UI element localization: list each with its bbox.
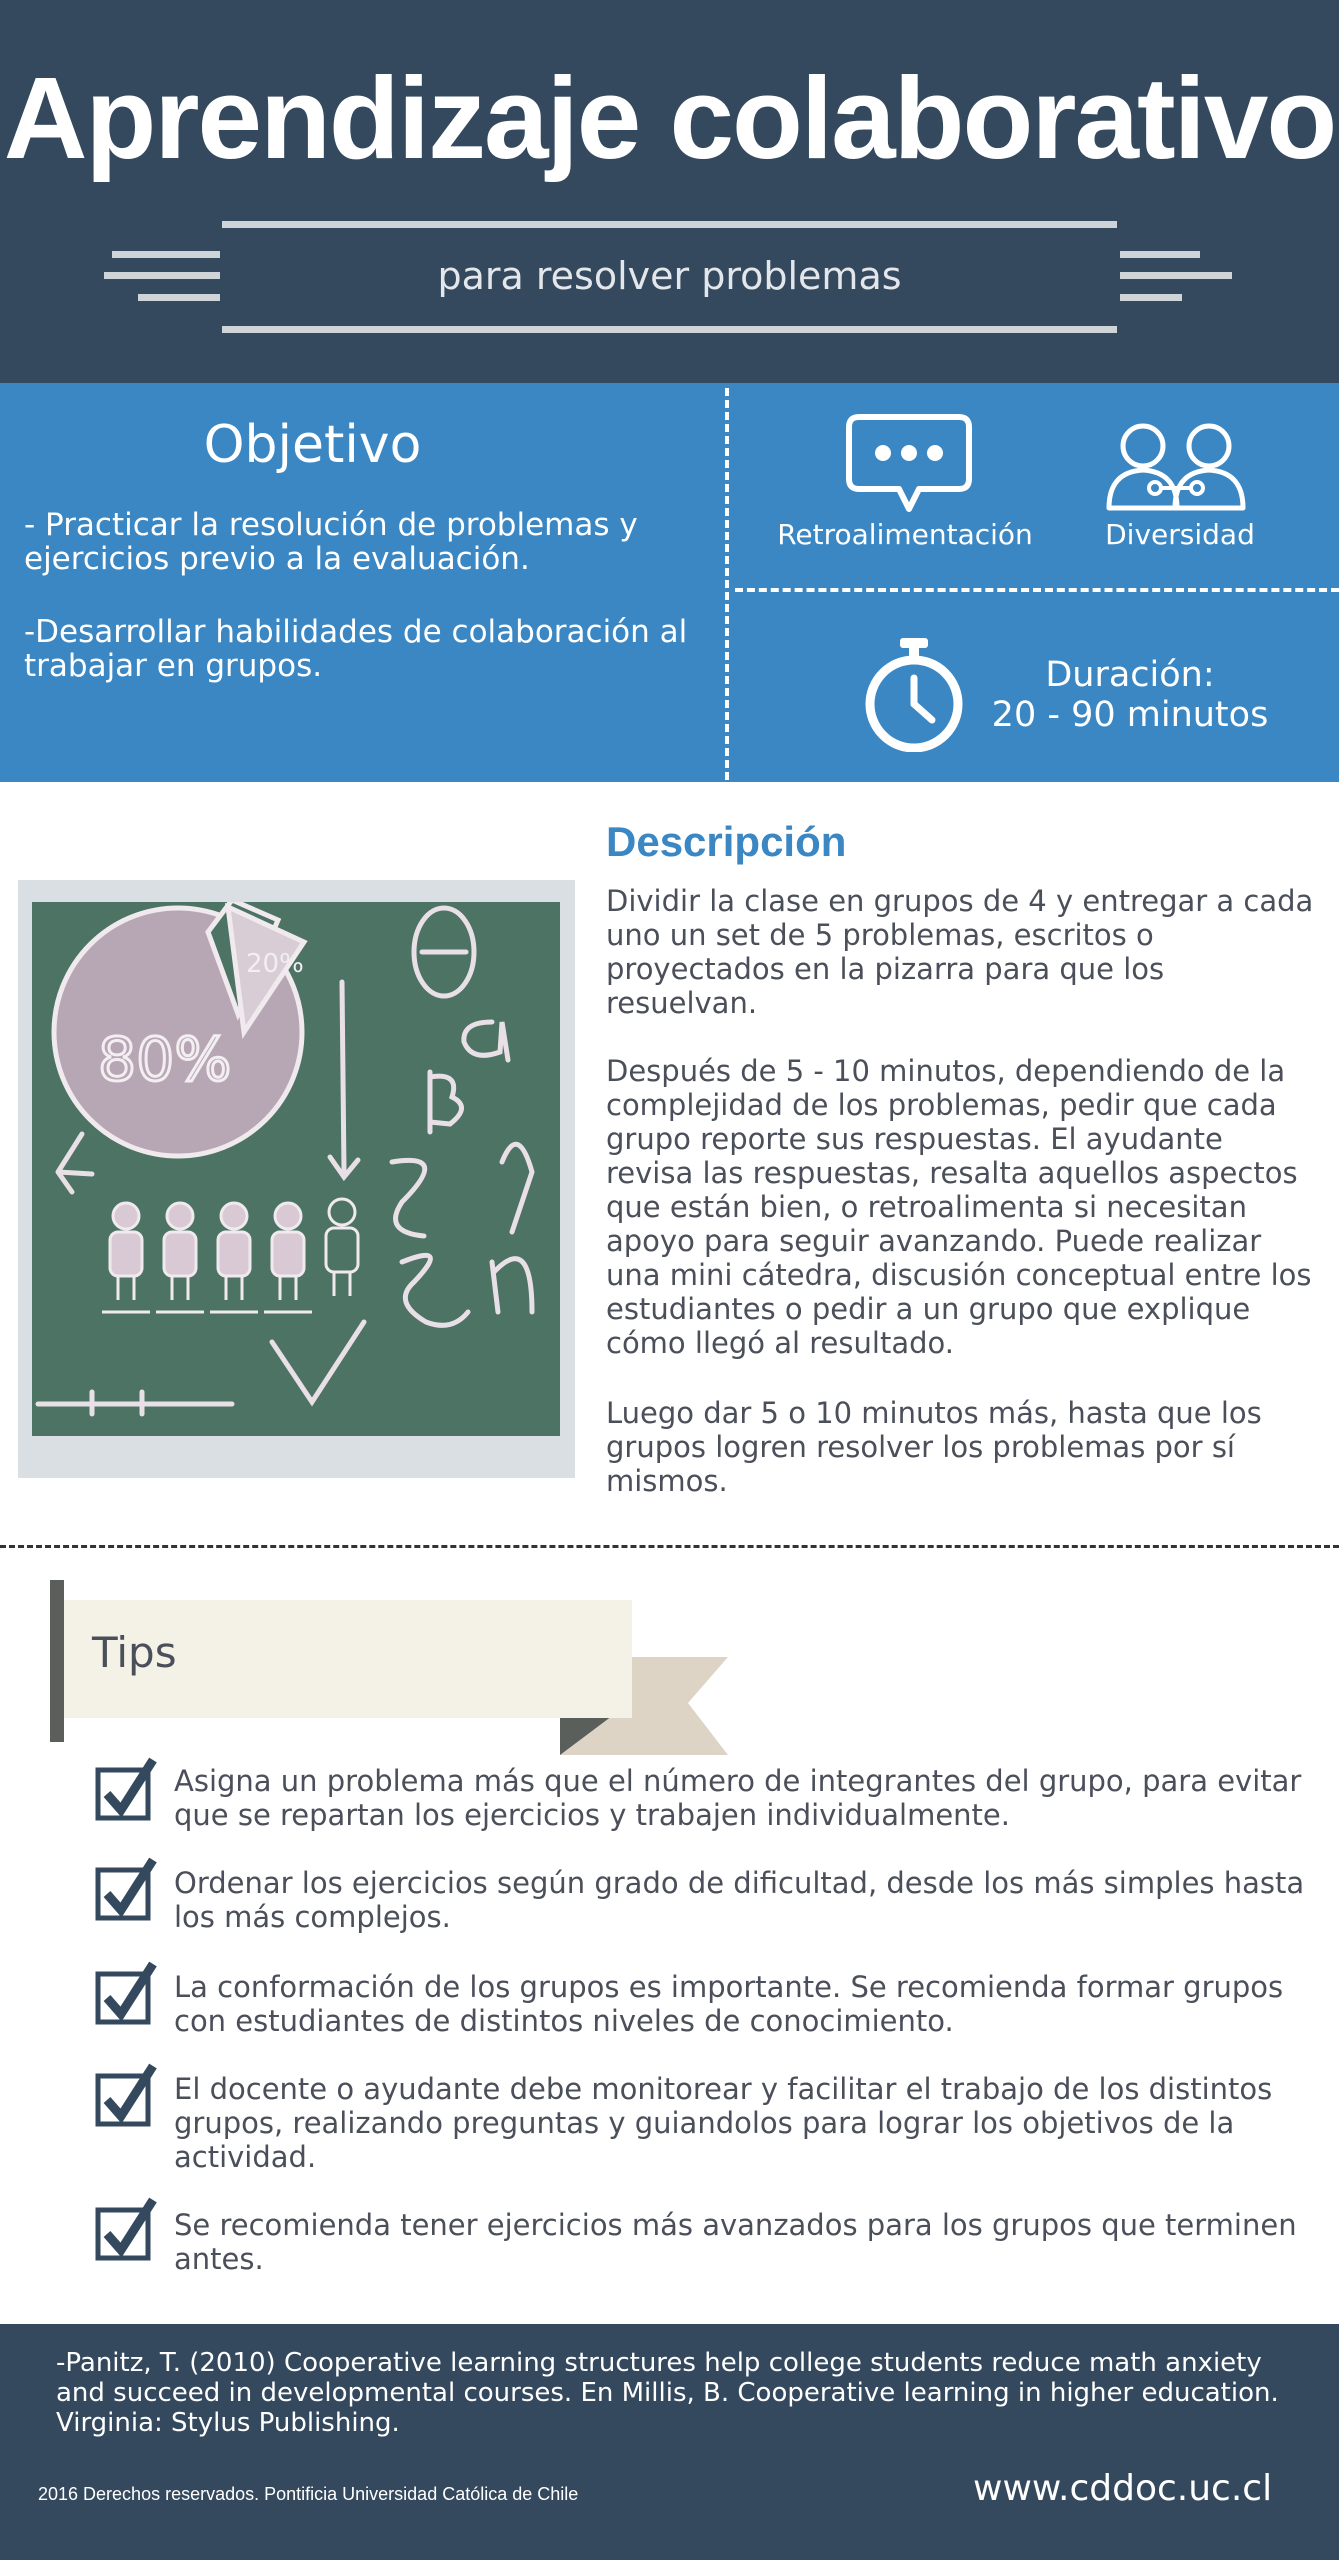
- duration-value: 20 - 90 minutos: [991, 695, 1269, 735]
- duration-label: Duración:: [1045, 655, 1215, 695]
- page-subtitle: para resolver problemas: [437, 254, 902, 298]
- checkbox-checked-icon: [95, 1960, 157, 2026]
- people-icon: [1105, 420, 1247, 512]
- tip-item: Ordenar los ejercicios según grado de dificultad, desde los más simples hasta los más complejos.: [174, 1866, 1305, 1934]
- subtitle-bottom-bar: [222, 326, 1117, 333]
- checkbox-checked-icon: [95, 1856, 157, 1922]
- tip-item: Se recomienda tener ejercicios más avanzados para los grupos que terminen antes.: [174, 2208, 1297, 2276]
- description-paragraph: Después de 5 - 10 minutos, dependiendo de la complejidad de los problemas, pedir que cada grupo reporte sus respuestas. El ayudante revisa las respuestas, resalta aquellos aspectos que están bien, o retroalimenta si necesitan apoyo para seguir avanzando. Puede realizar una mini cátedra, discusión conceptual entre los estudiantes o pedir a un grupo que explique cómo llegó al resultado.: [606, 1054, 1312, 1360]
- reference-text: -Panitz, T. (2010) Cooperative learning structures help college students reduce math anxiety and succeed in developmental courses. En Millis, B. Cooperative learning in higher education. Virginia: Stylus Publishing.: [56, 2348, 1279, 2438]
- tip-item: El docente o ayudante debe monitorear y facilitar el trabajo de los distintos grupos, realizando preguntas y guiandolos para lograr los objetivos de la actividad.: [174, 2072, 1273, 2174]
- speech-bubble-icon: [845, 413, 973, 515]
- objective-title: Objetivo: [203, 415, 422, 475]
- objective-item: -Desarrollar habilidades de colaboración al trabajar en grupos.: [24, 614, 688, 684]
- page-title: Aprendizaje colaborativo: [3, 53, 1336, 183]
- pie-label-small: 20%: [246, 949, 304, 979]
- section-divider: [0, 1545, 1339, 1548]
- tip-item: La conformación de los grupos es importante. Se recomienda formar grupos con estudiantes de distintos niveles de conocimiento.: [174, 1970, 1284, 2038]
- objective-item: - Practicar la resolución de problemas y ejercicios previo a la evaluación.: [24, 507, 638, 577]
- horizontal-divider: [735, 588, 1339, 592]
- tips-accent-bar: [50, 1580, 64, 1742]
- website-link[interactable]: www.cddoc.uc.cl: [973, 2468, 1273, 2509]
- vertical-divider: [725, 388, 729, 780]
- checkbox-checked-icon: [95, 2062, 157, 2128]
- description-paragraph: Dividir la clase en grupos de 4 y entregar a cada uno un set de 5 problemas, escritos o proyectados en la pizarra para que los resuelvan.: [606, 884, 1314, 1020]
- tip-item: Asigna un problema más que el número de integrantes del grupo, para evitar que se repartan los ejercicios y trabajen individualmente.: [174, 1764, 1302, 1832]
- checkbox-checked-icon: [95, 1756, 157, 1822]
- pie-label-big: 80%: [98, 1025, 232, 1095]
- stopwatch-icon: [858, 636, 970, 752]
- subtitle-top-bar: [222, 221, 1117, 228]
- diversity-label: Diversidad: [1105, 518, 1255, 551]
- checkbox-checked-icon: [95, 2196, 157, 2262]
- description-paragraph: Luego dar 5 o 10 minutos más, hasta que los grupos logren resolver los problemas por sí mismos.: [606, 1396, 1262, 1498]
- feedback-label: Retroalimentación: [777, 518, 1033, 551]
- chalkboard-photo: [32, 902, 560, 1436]
- copyright-text: 2016 Derechos reservados. Pontificia Universidad Católica de Chile: [38, 2484, 579, 2504]
- description-title: Descripción: [606, 818, 847, 865]
- duration-text: [990, 655, 1270, 735]
- tips-title: Tips: [92, 1628, 177, 1677]
- chalkboard-drawing: [32, 902, 560, 1436]
